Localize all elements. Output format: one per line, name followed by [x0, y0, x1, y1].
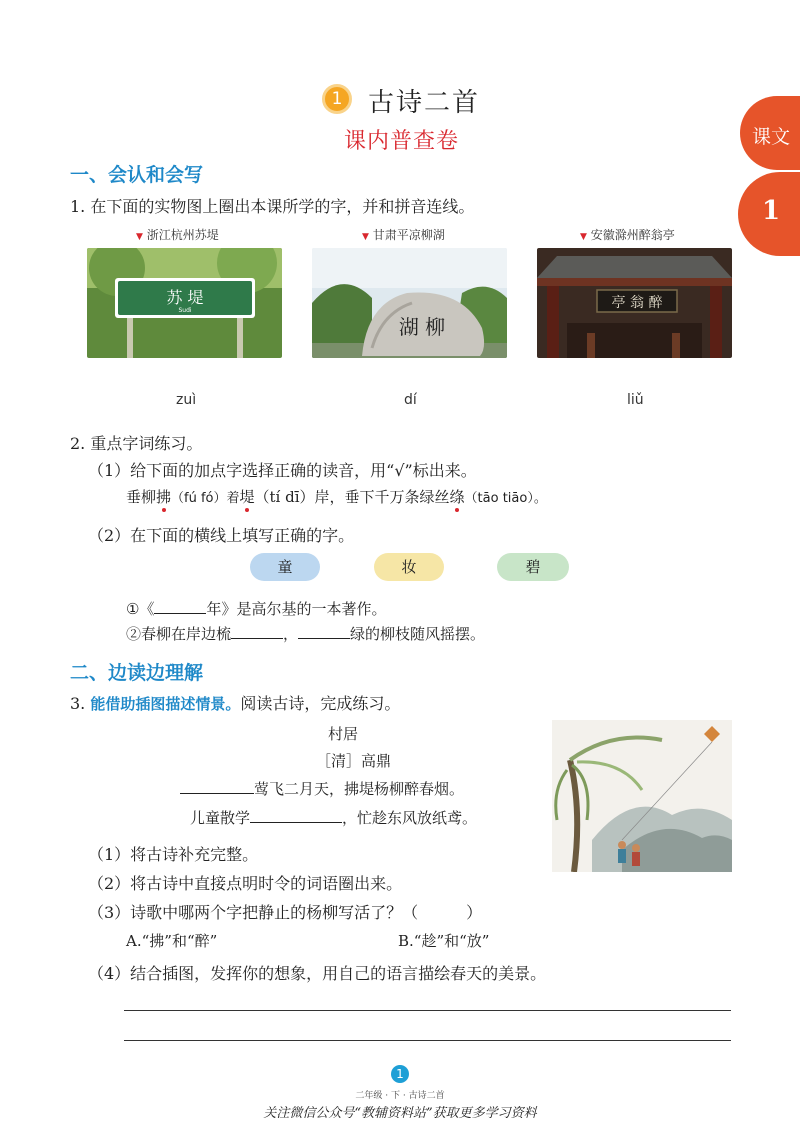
pinyin-option: liǔ [627, 392, 644, 408]
side-tab-label: 课文 [752, 126, 791, 148]
pinyin-option: zuì [176, 392, 197, 408]
answer-writing-line[interactable] [124, 1010, 731, 1011]
triangle-marker-icon: ▼ [362, 232, 369, 242]
question-3-text: 3. 能借助插图描述情景。阅读古诗，完成练习。 [70, 694, 401, 713]
choice-option-a[interactable]: A.“拂”和“醉” [126, 932, 218, 950]
photo-zuiweng-pavilion [537, 248, 732, 358]
lesson-title: 古诗二首 [368, 88, 481, 118]
svg-text:亭 翁 醉: 亭 翁 醉 [611, 295, 663, 311]
svg-text:Sudi: Sudi [178, 307, 192, 314]
question-3-sub-4: （4）结合插图，发挥你的想象，用自己的语言描绘春天的美景。 [88, 964, 547, 983]
question-2-part-1: （1）给下面的加点字选择正确的读音，用“√”标出来。 [88, 461, 477, 480]
triangle-marker-icon: ▼ [580, 232, 587, 242]
pronunciation-sentence: 垂柳拂（fú fó）着堤（tí dī）岸，垂下千万条绿丝绦（tāo tiāo）。 [126, 488, 547, 506]
page-subtitle: 课内普查卷 [344, 129, 460, 154]
poem-illustration [552, 720, 732, 872]
answer-blank[interactable] [180, 777, 254, 794]
question-3-sub-1: （1）将古诗补充完整。 [88, 845, 259, 864]
poem-title: 村居 [328, 725, 359, 743]
answer-blank[interactable] [231, 622, 283, 639]
question-3-sub-3: （3）诗歌中哪两个字把静止的杨柳写活了？（ ） [88, 903, 483, 922]
question-3-sub-2: （2）将古诗中直接点明时令的词语圈出来。 [88, 874, 403, 893]
question-2-part-2: （2）在下面的横线上填写正确的字。 [88, 526, 355, 545]
section-2-title: 二、边读边理解 [70, 662, 204, 684]
photo-caption: ▼ 浙江杭州苏堤 [136, 228, 219, 242]
dotted-character: 堤 [239, 488, 255, 506]
answer-blank[interactable] [250, 806, 342, 823]
poem-line-2: 儿童散学 ，忙趁东风放纸鸢。 [190, 806, 477, 828]
choice-option-b[interactable]: B.“趁”和“放” [398, 932, 490, 950]
photo-caption: ▼ 安徽滁州醉翁亭 [580, 228, 675, 242]
triangle-marker-icon: ▼ [136, 232, 143, 242]
poem-line-1: 莺飞二月天，拂堤杨柳醉春烟。 [180, 777, 464, 799]
fill-blank-sentence-1: ①《 年》是高尔基的一本著作。 [126, 597, 386, 619]
skill-highlight: 能借助插图描述情景。 [90, 695, 241, 713]
photo-caption: ▼ 甘肃平凉柳湖 [362, 228, 445, 242]
answer-writing-line[interactable] [124, 1040, 731, 1041]
page-number: 1 [391, 1065, 409, 1083]
word-card: 碧 [497, 553, 569, 581]
answer-blank[interactable] [298, 622, 350, 639]
question-2-text: 2. 重点字词练习。 [70, 434, 203, 453]
svg-text:湖 柳: 湖 柳 [398, 315, 446, 339]
answer-blank[interactable] [154, 597, 206, 614]
section-1-title: 一、会认和会写 [70, 164, 204, 186]
word-card: 童 [250, 553, 320, 581]
question-1-text: 1. 在下面的实物图上圈出本课所学的字，并和拼音连线。 [70, 197, 475, 216]
side-tab-number: 1 [762, 196, 781, 226]
dotted-character: 拂 [156, 488, 172, 506]
fill-blank-sentence-2: ②春柳在岸边梳 ， 绿的柳枝随风摇摆。 [126, 622, 485, 644]
lesson-number-badge: 1 [322, 84, 352, 114]
svg-text:苏 堤: 苏 堤 [166, 288, 204, 307]
footer-notice: 关注微信公众号“教辅资料站”获取更多学习资料 [263, 1106, 537, 1121]
photo-sudi-sign [87, 248, 282, 358]
poem-author: ［清］高鼎 [316, 752, 392, 770]
pinyin-option: dí [404, 392, 417, 408]
dotted-character: 绦 [449, 488, 465, 506]
photo-liuhu-stone [312, 248, 507, 358]
word-card: 妆 [374, 553, 444, 581]
footer-info: 二年级 · 下 · 古诗二首 [355, 1091, 445, 1101]
